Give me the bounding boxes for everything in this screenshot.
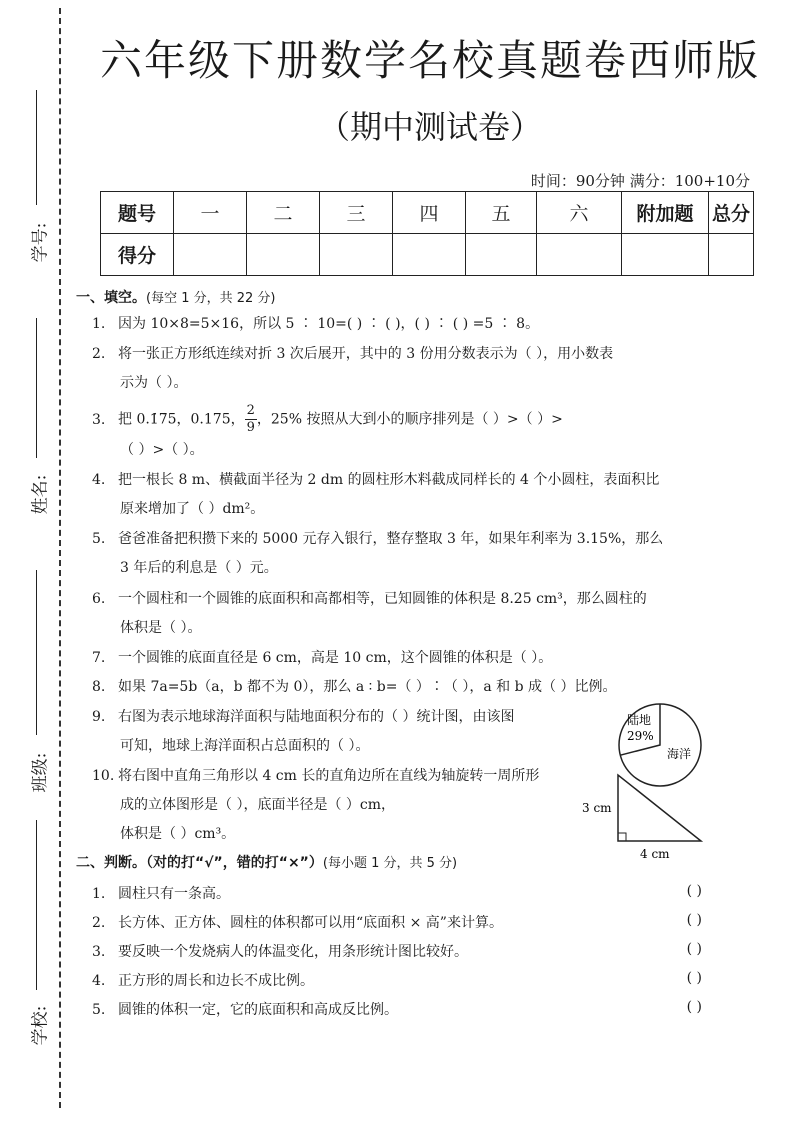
class-line[interactable]: [36, 570, 37, 735]
section2-note: (每小题 1 分，共 5 分): [322, 856, 458, 871]
question-number: 9.: [92, 709, 106, 725]
time-info: 时间：90分钟 满分：100+10分: [530, 172, 750, 190]
judge-answer-box[interactable]: ( ): [686, 883, 702, 899]
right-triangle-figure: [578, 765, 708, 865]
pie-ocean-label: 海洋: [667, 747, 692, 761]
question-3: [92, 403, 707, 465]
question-text: 因为 10×8=5×16，所以 5 ∶ 10=( ) ∶ ( )，( ) ∶ ( ) =5 ∶ 8。: [118, 316, 540, 332]
question-number: 2.: [92, 346, 106, 362]
question-text: 把 0.1̇7̇5，0.175，: [118, 411, 245, 428]
question-text-cont: 可知，地球上海洋面积占总面积的（ ）。: [120, 738, 370, 754]
score-header-cell: 总分: [709, 192, 754, 234]
question-text-cont: 原来增加了（ ）dm²。: [120, 501, 265, 517]
school-line[interactable]: [36, 820, 37, 990]
judge-number: 5.: [92, 1002, 106, 1018]
question-text-cont: 示为（ ）。: [120, 375, 188, 391]
score-cell[interactable]: [622, 234, 709, 276]
fraction: [245, 403, 257, 436]
score-row-label: 得分: [101, 234, 174, 276]
triangle-shape: [618, 775, 701, 841]
section2-title: 二、判断。（对的打“√”，错的打“×”）: [76, 855, 323, 871]
judge-item-1: [92, 883, 702, 903]
score-table-score-row: [101, 234, 754, 276]
judge-answer-box[interactable]: ( ): [686, 941, 702, 957]
class-label: 班级:: [30, 752, 51, 793]
score-header-cell: 五: [466, 192, 537, 234]
judge-item-5: [92, 999, 702, 1019]
judge-text: 圆柱只有一条高。: [118, 886, 230, 902]
question-8: [92, 673, 707, 702]
triangle-height-label: 3 cm: [582, 801, 612, 815]
score-cell[interactable]: [709, 234, 754, 276]
question-number: 4.: [92, 472, 106, 488]
name-label: 姓名:: [30, 474, 51, 515]
question-text: 将右图中直角三角形以 4 cm 长的直角边所在直线为轴旋转一周所形: [118, 768, 540, 784]
section1-heading: [76, 287, 276, 307]
section2-heading: [76, 852, 457, 872]
judge-answer-box[interactable]: ( ): [686, 970, 702, 986]
score-header-cell: 一: [174, 192, 247, 234]
question-text: ，25% 按照从大到小的顺序排列是（ ）>（ ）>: [256, 411, 563, 428]
question-7: [92, 644, 707, 673]
question-text-cont: 体积是（ ）。: [120, 620, 202, 636]
question-5: [92, 525, 707, 583]
judge-number: 3.: [92, 944, 106, 960]
question-text: 右图为表示地球海洋面积与陆地面积分布的（ ）统计图，由该图: [118, 709, 515, 725]
fraction-denominator: 9: [246, 420, 255, 435]
question-text: 一个圆柱和一个圆锥的底面积和高都相等，已知圆锥的体积是 8.25 cm³，那么圆柱的: [118, 591, 647, 607]
question-4: [92, 466, 707, 524]
score-header-cell: 六: [537, 192, 622, 234]
judge-text: 圆锥的体积一定，它的底面积和高成反比例。: [118, 1002, 398, 1018]
question-text: 把一根长 8 m、横截面半径为 2 dm 的圆柱形木料截成同样长的 4 个小圆柱，表面积比: [118, 472, 660, 488]
question-text-cont: 3 年后的利息是（ ）元。: [120, 560, 278, 576]
fraction-numerator: 2: [246, 403, 255, 418]
judge-text: 长方体、正方体、圆柱的体积都可以用“底面积 × 高”来计算。: [118, 915, 503, 931]
score-cell[interactable]: [174, 234, 247, 276]
student-id-label: 学号:: [30, 222, 51, 263]
name-line[interactable]: [36, 318, 37, 458]
question-number: 7.: [92, 650, 106, 666]
score-header-cell: 附加题: [622, 192, 709, 234]
question-9: [92, 703, 612, 761]
section1-note: (每空 1 分，共 22 分): [146, 291, 276, 306]
question-number: 1.: [92, 316, 106, 332]
question-text: 将一张正方形纸连续对折 3 次后展开，其中的 3 份用分数表示为（ ），用小数表: [118, 346, 614, 362]
triangle-base-label: 4 cm: [640, 847, 670, 861]
score-table-header-row: [101, 192, 754, 234]
question-text: 如果 7a=5b（a，b 都不为 0），那么 a ∶ b=（ ）∶（ ），a 和 b 成（ ）比例。: [118, 679, 617, 695]
question-number: 5.: [92, 531, 106, 547]
question-6: [92, 585, 707, 643]
judge-number: 4.: [92, 973, 106, 989]
question-number: 10.: [92, 768, 115, 784]
question-text: 一个圆锥的底面直径是 6 cm，高是 10 cm，这个圆锥的体积是（ ）。: [118, 650, 553, 666]
judge-number: 2.: [92, 915, 106, 931]
judge-number: 1.: [92, 886, 106, 902]
score-header-cell: 二: [247, 192, 320, 234]
score-cell[interactable]: [247, 234, 320, 276]
student-id-line[interactable]: [36, 90, 37, 205]
score-header-cell: 题号: [101, 192, 174, 234]
school-label: 学校:: [30, 1005, 51, 1046]
question-text: 爸爸准备把积攒下来的 5000 元存入银行，整存整取 3 年，如果年利率为 3.15%，那么: [118, 531, 664, 547]
question-text-cont: 体积是（ ）cm³。: [120, 826, 236, 842]
judge-item-3: [92, 941, 702, 961]
judge-item-4: [92, 970, 702, 990]
judge-answer-box[interactable]: ( ): [686, 912, 702, 928]
score-cell[interactable]: [393, 234, 466, 276]
binding-dashed-line: [59, 8, 61, 1108]
question-number: 6.: [92, 591, 106, 607]
question-1: [92, 310, 707, 339]
question-number: 3.: [92, 411, 106, 428]
question-10: [92, 762, 592, 849]
judge-text: 要反映一个发烧病人的体温变化，用条形统计图比较好。: [118, 944, 468, 960]
section1-title: 一、填空。: [76, 290, 146, 306]
score-cell[interactable]: [320, 234, 393, 276]
score-header-cell: 四: [393, 192, 466, 234]
pie-land-percent: 29%: [627, 729, 654, 743]
judge-answer-box[interactable]: ( ): [686, 999, 702, 1015]
page-title: 六年级下册数学名校真题卷西师版: [100, 36, 761, 85]
score-cell[interactable]: [537, 234, 622, 276]
judge-item-2: [92, 912, 702, 932]
score-header-cell: 三: [320, 192, 393, 234]
page-subtitle: （期中测试卷）: [317, 108, 542, 146]
score-cell[interactable]: [466, 234, 537, 276]
pie-land-label: 陆地: [627, 713, 652, 727]
question-2: [92, 340, 707, 398]
score-table: [100, 191, 754, 276]
question-text-cont: 成的立体图形是（ ），底面半径是（ ）cm，: [120, 797, 396, 813]
question-text-cont: （ ）>（ ）。: [120, 442, 204, 458]
judge-text: 正方形的周长和边长不成比例。: [118, 973, 314, 989]
question-number: 8.: [92, 679, 106, 695]
